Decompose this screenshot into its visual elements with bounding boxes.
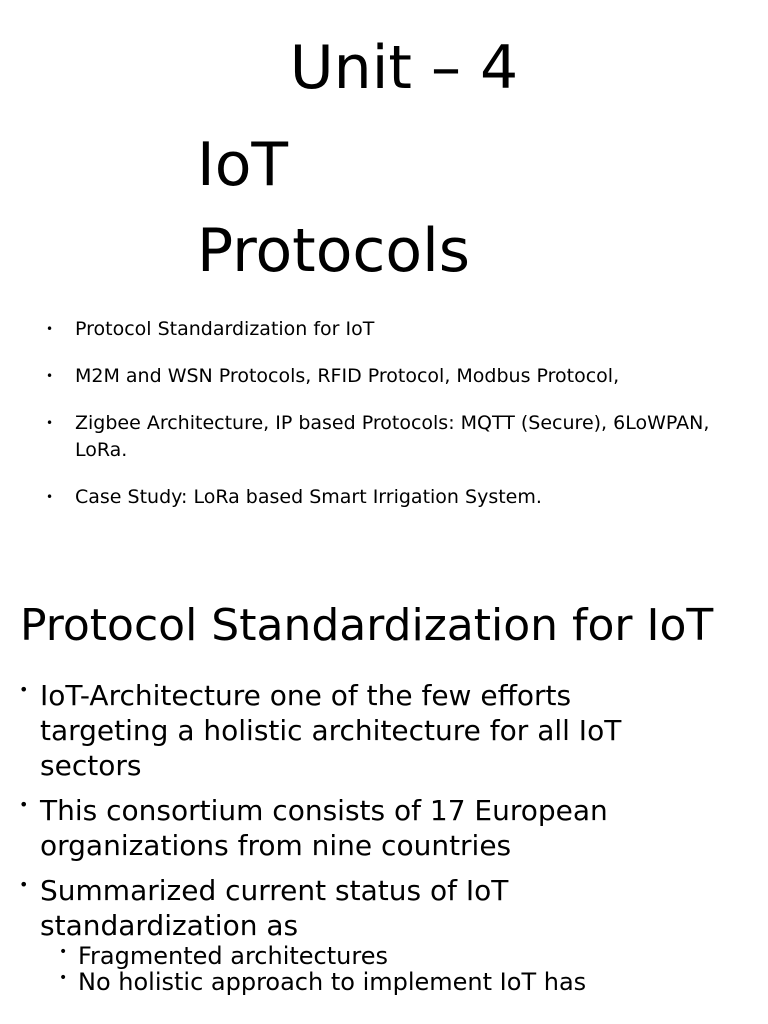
- outline-item-text: Protocol Standardization for IoT: [75, 318, 375, 340]
- unit-title: Unit – 4: [289, 33, 519, 103]
- subpoint-item: [40, 943, 670, 969]
- point-item-text: This consortium consists of 17 European organizations from nine countries: [40, 794, 608, 862]
- points-list: [0, 678, 740, 1005]
- outline-item: [0, 363, 740, 390]
- bullet-icon: •: [46, 490, 54, 504]
- bullet-icon: •: [46, 416, 54, 430]
- topic-title-line-2: Protocols: [197, 216, 471, 286]
- point-item-text: IoT-Architecture one of the few efforts targeting a holistic architecture for all IoT sectors: [40, 679, 622, 782]
- outline-item-text: Case Study: LoRa based Smart Irrigation System.: [75, 486, 542, 508]
- topic-title: [197, 122, 470, 294]
- outline-item-text: M2M and WSN Protocols, RFID Protocol, Modbus Protocol,: [75, 365, 620, 387]
- bullet-icon: •: [19, 680, 29, 699]
- slide-protocol-standardization: [0, 560, 768, 1024]
- bullet-icon: •: [59, 970, 68, 986]
- bullet-icon: •: [46, 369, 54, 383]
- bullet-icon: •: [46, 322, 54, 336]
- bullet-icon: •: [19, 795, 29, 814]
- subpoint-item-text: Fragmented architectures: [78, 942, 388, 970]
- subpoint-item-text: No holistic approach to implement IoT has: [78, 968, 587, 996]
- subpoint-item: [40, 969, 670, 995]
- point-item: [0, 793, 740, 863]
- subpoints-list: [40, 943, 670, 995]
- outline-item: [0, 410, 740, 464]
- bullet-icon: •: [59, 944, 68, 960]
- point-item: [0, 678, 740, 783]
- topic-title-line-1: IoT: [197, 130, 289, 200]
- outline-item-text: Zigbee Architecture, IP based Protocols: MQTT (Secure), 6LoWPAN, LoRa.: [75, 412, 710, 461]
- outline-list: [0, 316, 740, 531]
- outline-item: [0, 316, 740, 343]
- point-item: [0, 873, 740, 995]
- section-title: Protocol Standardization for IoT: [20, 600, 714, 651]
- point-item-text: Summarized current status of IoT standardization as: [40, 874, 509, 942]
- outline-item: [0, 484, 740, 511]
- bullet-icon: •: [19, 875, 29, 894]
